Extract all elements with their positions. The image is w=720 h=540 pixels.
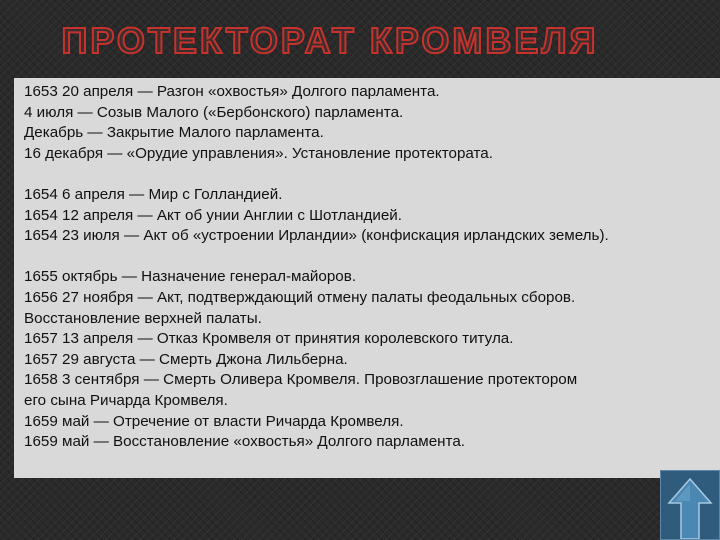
- timeline-block-1653: [24, 82, 720, 164]
- timeline-block-1654: [24, 185, 720, 247]
- home-arrow-icon: [661, 471, 719, 539]
- timeline-line: 16 декабря — «Орудие управления». Установление протектората.: [24, 144, 493, 162]
- timeline-line: 1654 23 июля — Акт об «устроении Ирландии» (конфискация ирландских земель).: [24, 227, 609, 245]
- slide-title: ПРОТЕКТОРАТ КРОМВЕЛЯ: [61, 20, 599, 61]
- timeline-block-1655-1659: [24, 267, 720, 452]
- timeline-line: 1657 29 августа — Смерть Джона Лильберна.: [24, 350, 348, 368]
- timeline-line: 1656 27 ноября — Акт, подтверждающий отмену палаты феодальных сборов.: [24, 288, 576, 306]
- timeline-text-box: [14, 78, 720, 478]
- timeline-line: 1657 13 апреля — Отказ Кромвеля от принятия королевского титула.: [24, 330, 514, 348]
- timeline-line: Восстановление верхней палаты.: [24, 309, 262, 327]
- timeline-line: 1653 20 апреля — Разгон «охвостья» Долгого парламента.: [24, 83, 440, 100]
- timeline-line: 1659 май — Восстановление «охвостья» Долгого парламента.: [24, 433, 465, 451]
- timeline-line: 1655 октябрь — Назначение генерал-майоров.: [24, 268, 357, 286]
- timeline-line: его сына Ричарда Кромвеля.: [24, 391, 228, 409]
- timeline-line: 1654 12 апреля — Акт об унии Англии с Шотландией.: [24, 206, 402, 224]
- timeline-line: Декабрь — Закрытие Малого парламента.: [24, 124, 324, 142]
- timeline-line: 1659 май — Отречение от власти Ричарда Кромвеля.: [24, 412, 404, 430]
- timeline-line: 1654 6 апреля — Мир с Голландией.: [24, 185, 283, 203]
- home-nav-button[interactable]: [660, 470, 720, 540]
- timeline-line: 4 июля — Созыв Малого («Бербонского) парламента.: [24, 103, 404, 121]
- timeline-line: 1658 3 сентября — Смерть Оливера Кромвеля. Провозглашение протектором: [24, 371, 578, 389]
